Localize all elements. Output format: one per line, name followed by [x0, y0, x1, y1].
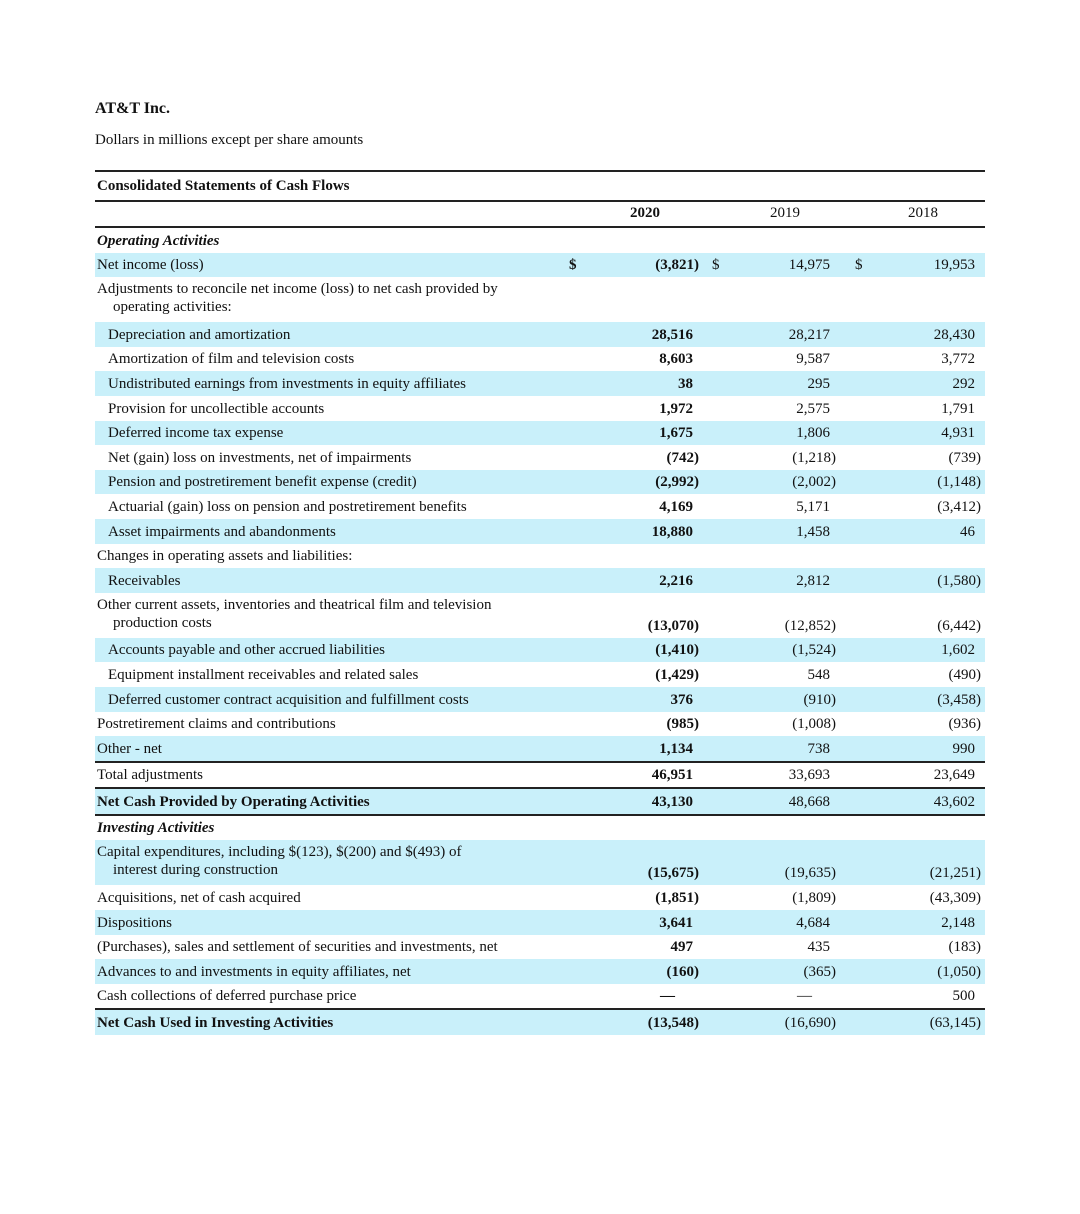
table-row	[95, 421, 985, 446]
cell-2018: 19,953	[933, 257, 975, 274]
cell-2018: (1,580)	[937, 572, 981, 589]
cell-2019: 738	[807, 740, 830, 757]
row-label: Acquisitions, net of cash acquired	[97, 890, 301, 907]
cell-2019: 5,171	[796, 498, 830, 515]
row-label: Investing Activities	[97, 820, 215, 837]
row-label: Receivables	[108, 572, 181, 589]
cell-2020: 4,169	[659, 498, 693, 515]
table-row	[95, 396, 985, 421]
cell-2019: 2,812	[796, 572, 830, 589]
cell-2019: 435	[807, 939, 830, 956]
row-label-line2: production costs	[113, 614, 212, 631]
cell-2020: 2,216	[659, 572, 693, 589]
cell-2018: 23,649	[933, 767, 975, 784]
cell-2019: (2,002)	[792, 474, 836, 491]
year-header-2018: 2018	[908, 205, 938, 221]
cell-2020: 1,972	[659, 400, 693, 417]
currency-symbol: $	[569, 257, 577, 274]
cell-2019: 14,975	[788, 257, 830, 274]
cell-2020: (985)	[666, 716, 699, 733]
cell-2018: (43,309)	[929, 890, 981, 907]
cell-2018: 292	[952, 375, 975, 392]
table-row	[95, 494, 985, 519]
cell-2019: 28,217	[788, 326, 830, 343]
table-row	[95, 371, 985, 396]
table-row	[95, 519, 985, 544]
cell-2020: 28,516	[651, 326, 693, 343]
cell-2020: (13,070)	[647, 617, 699, 634]
cell-2019: (365)	[803, 963, 836, 980]
cell-2019: 4,684	[796, 914, 830, 931]
currency-symbol: $	[855, 257, 863, 274]
table-row	[95, 277, 985, 322]
table-row	[95, 593, 985, 638]
table-row	[95, 253, 985, 278]
row-label-line2: interest during construction	[113, 862, 278, 879]
cell-2020: 1,134	[659, 740, 693, 757]
cell-2019: (1,218)	[792, 449, 836, 466]
table-row	[95, 885, 985, 910]
cell-2018: 3,772	[941, 351, 975, 368]
cell-2018: 43,602	[933, 793, 975, 810]
year-header-2019: 2019	[770, 205, 800, 221]
year-header-row	[95, 202, 985, 228]
year-header-2020: 2020	[630, 205, 660, 221]
table-row	[95, 445, 985, 470]
cell-2019: (16,690)	[784, 1015, 836, 1032]
cell-2020: (160)	[666, 963, 699, 980]
table-row	[95, 935, 985, 960]
cell-2019: (12,852)	[784, 617, 836, 634]
row-label: Operating Activities	[97, 232, 220, 249]
table-row	[95, 736, 985, 761]
cell-2020: 497	[670, 939, 693, 956]
row-label: Net (gain) loss on investments, net of impairments	[108, 449, 412, 466]
row-label: Asset impairments and abandonments	[108, 523, 336, 540]
row-label: Depreciation and amortization	[108, 326, 291, 343]
row-label-line1: Capital expenditures, including $(123), $(200) and $(493) of	[97, 844, 462, 861]
table-row	[95, 787, 985, 816]
cell-2019: (1,809)	[792, 890, 836, 907]
table-row	[95, 840, 985, 885]
cell-2020: (15,675)	[647, 865, 699, 882]
cash-flow-table	[95, 228, 985, 1035]
row-label	[97, 843, 552, 879]
cell-2019: 548	[807, 666, 830, 683]
cell-2018: (63,145)	[929, 1015, 981, 1032]
table-row	[95, 712, 985, 737]
cell-2020: 3,641	[659, 914, 693, 931]
cell-2020: 8,603	[659, 351, 693, 368]
cell-2020: (13,548)	[647, 1015, 699, 1032]
cell-2018: 990	[952, 740, 975, 757]
row-label: Net Cash Used in Investing Activities	[97, 1015, 334, 1032]
row-label: Net income (loss)	[97, 257, 204, 274]
cell-2018: (3,412)	[937, 498, 981, 515]
cell-2018: (1,050)	[937, 963, 981, 980]
cell-2018: (936)	[948, 716, 981, 733]
cell-2019: 48,668	[788, 793, 830, 810]
row-label-line1: Other current assets, inventories and theatrical film and television	[97, 596, 492, 613]
row-label-line1: Adjustments to reconcile net income (loss) to net cash provided by	[97, 281, 498, 298]
cell-2018: (1,148)	[937, 474, 981, 491]
row-label: Undistributed earnings from investments in equity affiliates	[108, 375, 466, 392]
table-row	[95, 959, 985, 984]
table-row	[95, 1008, 985, 1035]
row-label: Other - net	[97, 740, 162, 757]
cell-2020: 46,951	[651, 767, 693, 784]
cell-2018: (6,442)	[937, 617, 981, 634]
row-label: Provision for uncollectible accounts	[108, 400, 325, 417]
row-label: Equipment installment receivables and related sales	[108, 666, 419, 683]
cell-2019: 9,587	[796, 351, 830, 368]
row-label: Accounts payable and other accrued liabilities	[108, 642, 385, 659]
cell-2020: (1,429)	[655, 666, 699, 683]
table-row	[95, 322, 985, 347]
table-row	[95, 470, 985, 495]
cell-2018: 4,931	[941, 425, 975, 442]
cell-2020: 1,675	[659, 425, 693, 442]
currency-symbol: $	[712, 257, 720, 274]
row-label: Pension and postretirement benefit expense (credit)	[108, 474, 417, 491]
cell-2018: 1,791	[941, 400, 975, 417]
company-name: AT&T Inc.	[95, 100, 170, 117]
cell-2018: (490)	[948, 666, 981, 683]
table-row	[95, 761, 985, 788]
row-label: Changes in operating assets and liabilities:	[97, 548, 353, 565]
cell-2018: 500	[952, 988, 975, 1005]
row-label	[97, 280, 552, 316]
cell-2019: 1,806	[796, 425, 830, 442]
cell-2018: (183)	[948, 939, 981, 956]
cell-2018: (739)	[948, 449, 981, 466]
cell-2018: 28,430	[933, 326, 975, 343]
row-label: Advances to and investments in equity affiliates, net	[97, 963, 411, 980]
cell-2019: (910)	[803, 691, 836, 708]
cell-2020: (2,992)	[655, 474, 699, 491]
cell-2018: 46	[960, 523, 975, 540]
row-label: (Purchases), sales and settlement of securities and investments, net	[97, 939, 498, 956]
table-row	[95, 638, 985, 663]
row-label: Amortization of film and television costs	[108, 351, 355, 368]
cell-2020: 376	[670, 691, 693, 708]
cell-2019: 295	[807, 375, 830, 392]
row-label: Total adjustments	[97, 767, 204, 784]
units-note: Dollars in millions except per share amounts	[95, 132, 364, 148]
row-label	[97, 596, 552, 632]
cell-2020: (3,821)	[655, 257, 699, 274]
cell-2018: (3,458)	[937, 691, 981, 708]
row-label: Actuarial (gain) loss on pension and postretirement benefits	[108, 498, 467, 515]
row-label: Net Cash Provided by Operating Activities	[97, 793, 370, 810]
row-label: Cash collections of deferred purchase price	[97, 988, 357, 1005]
statement-title: Consolidated Statements of Cash Flows	[95, 170, 985, 202]
cell-2018: (21,251)	[929, 865, 981, 882]
cell-2020: (1,851)	[655, 890, 699, 907]
cell-2020: 18,880	[651, 523, 693, 540]
cell-2019: 33,693	[788, 767, 830, 784]
table-row	[95, 984, 985, 1009]
cell-2019: (1,008)	[792, 716, 836, 733]
cell-2020: —	[660, 988, 675, 1005]
cell-2020: (742)	[666, 449, 699, 466]
cell-2019: (19,635)	[784, 865, 836, 882]
cell-2018: 1,602	[941, 642, 975, 659]
cell-2020: 43,130	[651, 793, 693, 810]
table-row	[95, 662, 985, 687]
cell-2020: (1,410)	[655, 642, 699, 659]
financial-statement	[95, 98, 985, 1035]
table-row	[95, 544, 985, 569]
row-label: Postretirement claims and contributions	[97, 716, 336, 733]
cell-2019: (1,524)	[792, 642, 836, 659]
cell-2018: 2,148	[941, 914, 975, 931]
table-row	[95, 568, 985, 593]
cell-2019: 2,575	[796, 400, 830, 417]
cell-2019: —	[797, 988, 812, 1005]
table-row	[95, 816, 985, 841]
row-label: Dispositions	[97, 914, 173, 931]
row-label-line2: operating activities:	[113, 299, 232, 316]
row-label: Deferred customer contract acquisition and fulfillment costs	[108, 691, 469, 708]
table-row	[95, 347, 985, 372]
table-row	[95, 910, 985, 935]
row-label: Deferred income tax expense	[108, 425, 284, 442]
cell-2019: 1,458	[796, 523, 830, 540]
table-row	[95, 687, 985, 712]
cell-2020: 38	[678, 375, 693, 392]
table-row	[95, 228, 985, 253]
